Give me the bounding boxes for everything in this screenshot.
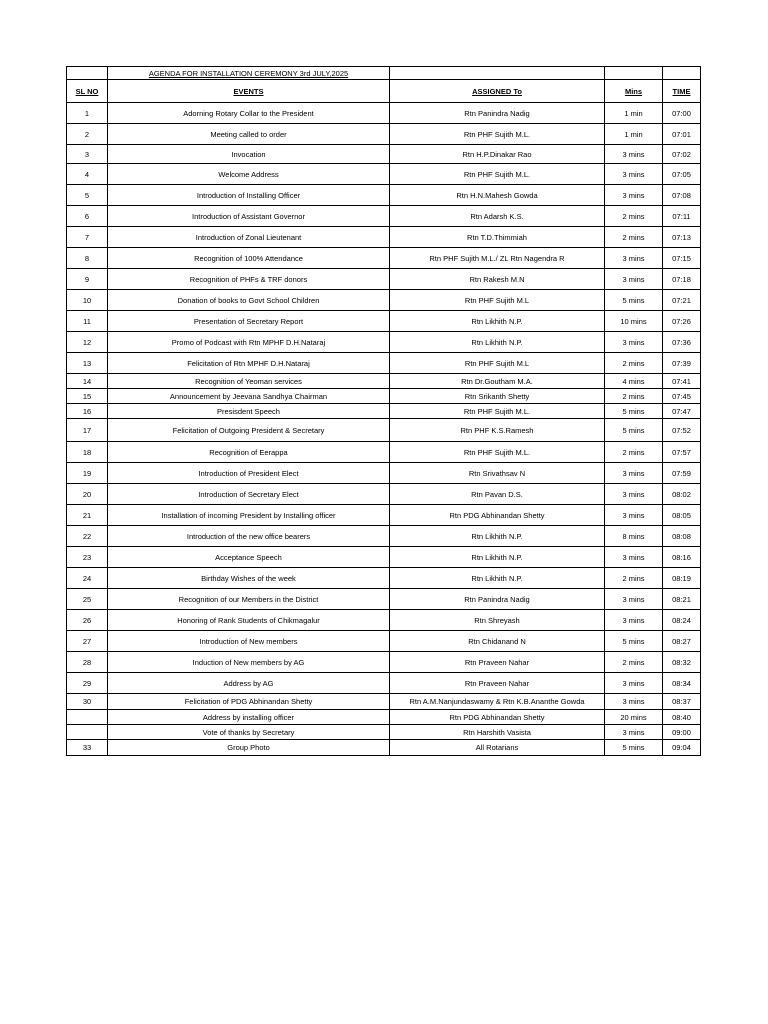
event-cell: Felicitation of Rtn MPHF D.H.Nataraj [108, 353, 390, 374]
time-cell: 08:16 [663, 547, 701, 568]
assigned-cell: Rtn Praveen Nahar [390, 652, 605, 673]
mins-cell: 20 mins [605, 710, 663, 725]
agenda-row [67, 442, 701, 463]
time-cell: 07:15 [663, 248, 701, 269]
event-cell: Recognition of 100% Attendance [108, 248, 390, 269]
sl-no-cell: 30 [67, 694, 108, 710]
mins-cell: 3 mins [605, 694, 663, 710]
event-cell: Recognition of Eerappa [108, 442, 390, 463]
time-cell: 07:41 [663, 374, 701, 389]
event-cell: Announcement by Jeevana Sandhya Chairman [108, 389, 390, 404]
assigned-cell: Rtn Harshith Vasista [390, 725, 605, 740]
time-cell: 07:05 [663, 164, 701, 185]
sl-no-cell: 26 [67, 610, 108, 631]
assigned-cell: Rtn A.M.Nanjundaswamy & Rtn K.B.Ananthe Gowda [390, 694, 605, 710]
agenda-row [67, 589, 701, 610]
mins-cell: 3 mins [605, 248, 663, 269]
assigned-cell: Rtn Likhith N.P. [390, 547, 605, 568]
assigned-cell: Rtn Likhith N.P. [390, 526, 605, 547]
mins-cell: 3 mins [605, 145, 663, 164]
event-cell: Address by installing officer [108, 710, 390, 725]
sl-no-cell: 8 [67, 248, 108, 269]
sl-no-cell: 28 [67, 652, 108, 673]
time-cell: 08:19 [663, 568, 701, 589]
assigned-cell: Rtn Rakesh M.N [390, 269, 605, 290]
title-blank-cell [605, 67, 663, 80]
assigned-cell: All Rotarians [390, 740, 605, 756]
time-cell: 07:59 [663, 463, 701, 484]
time-cell: 07:21 [663, 290, 701, 311]
mins-cell: 5 mins [605, 404, 663, 419]
event-cell: Presisdent Speech [108, 404, 390, 419]
mins-cell: 2 mins [605, 353, 663, 374]
mins-cell: 3 mins [605, 484, 663, 505]
agenda-row [67, 164, 701, 185]
agenda-row [67, 269, 701, 290]
mins-cell: 5 mins [605, 740, 663, 756]
agenda-row [67, 505, 701, 526]
mins-cell: 3 mins [605, 463, 663, 484]
time-cell: 08:34 [663, 673, 701, 694]
mins-cell: 3 mins [605, 673, 663, 694]
agenda-row [67, 332, 701, 353]
sl-no-cell [67, 725, 108, 740]
agenda-row [67, 631, 701, 652]
event-cell: Vote of thanks by Secretary [108, 725, 390, 740]
sl-no-cell: 21 [67, 505, 108, 526]
assigned-cell: Rtn PHF Sujith M.L. [390, 442, 605, 463]
agenda-row [67, 710, 701, 725]
event-cell: Introduction of Secretary Elect [108, 484, 390, 505]
time-cell: 09:04 [663, 740, 701, 756]
mins-cell: 2 mins [605, 442, 663, 463]
event-cell: Acceptance Speech [108, 547, 390, 568]
time-cell: 08:08 [663, 526, 701, 547]
agenda-row [67, 547, 701, 568]
event-cell: Donation of books to Govt School Children [108, 290, 390, 311]
assigned-cell: Rtn Chidanand N [390, 631, 605, 652]
agenda-row [67, 610, 701, 631]
sl-no-cell: 25 [67, 589, 108, 610]
mins-cell: 3 mins [605, 332, 663, 353]
mins-cell: 2 mins [605, 227, 663, 248]
sl-no-cell: 33 [67, 740, 108, 756]
sl-no-cell: 19 [67, 463, 108, 484]
assigned-cell: Rtn PHF Sujith M.L [390, 353, 605, 374]
event-cell: Introduction of President Elect [108, 463, 390, 484]
sl-no-cell: 4 [67, 164, 108, 185]
title-blank-cell [390, 67, 605, 80]
time-cell: 07:26 [663, 311, 701, 332]
event-cell: Felicitation of Outgoing President & Secretary [108, 419, 390, 442]
header-time: TIME [663, 80, 701, 103]
event-cell: Recognition of our Members in the District [108, 589, 390, 610]
sl-no-cell: 17 [67, 419, 108, 442]
assigned-cell: Rtn PHF Sujith M.L. [390, 124, 605, 145]
agenda-row [67, 311, 701, 332]
agenda-row [67, 290, 701, 311]
assigned-cell: Rtn Panindra Nadig [390, 589, 605, 610]
time-cell: 08:05 [663, 505, 701, 526]
event-cell: Invocation [108, 145, 390, 164]
time-cell: 09:00 [663, 725, 701, 740]
time-cell: 07:18 [663, 269, 701, 290]
time-cell: 08:32 [663, 652, 701, 673]
agenda-row [67, 353, 701, 374]
assigned-cell: Rtn T.D.Thimmiah [390, 227, 605, 248]
mins-cell: 5 mins [605, 419, 663, 442]
agenda-row [67, 389, 701, 404]
sl-no-cell: 3 [67, 145, 108, 164]
mins-cell: 4 mins [605, 374, 663, 389]
agenda-row [67, 419, 701, 442]
agenda-row [67, 145, 701, 164]
agenda-row [67, 463, 701, 484]
mins-cell: 5 mins [605, 290, 663, 311]
event-cell: Induction of New members by AG [108, 652, 390, 673]
agenda-row [67, 740, 701, 756]
agenda-row [67, 374, 701, 389]
event-cell: Promo of Podcast with Rtn MPHF D.H.Nataraj [108, 332, 390, 353]
event-cell: Introduction of Installing Officer [108, 185, 390, 206]
sl-no-cell: 6 [67, 206, 108, 227]
sl-no-cell: 13 [67, 353, 108, 374]
mins-cell: 3 mins [605, 505, 663, 526]
mins-cell: 3 mins [605, 610, 663, 631]
header-assigned-to: ASSIGNED To [390, 80, 605, 103]
sl-no-cell: 22 [67, 526, 108, 547]
sl-no-cell: 5 [67, 185, 108, 206]
mins-cell: 3 mins [605, 185, 663, 206]
agenda-row [67, 526, 701, 547]
agenda-body [67, 103, 701, 756]
event-cell: Address by AG [108, 673, 390, 694]
assigned-cell: Rtn Likhith N.P. [390, 332, 605, 353]
assigned-cell: Rtn Likhith N.P. [390, 568, 605, 589]
event-cell: Recognition of Yeoman services [108, 374, 390, 389]
time-cell: 07:13 [663, 227, 701, 248]
time-cell: 07:01 [663, 124, 701, 145]
assigned-cell: Rtn Srikanth Shetty [390, 389, 605, 404]
mins-cell: 3 mins [605, 547, 663, 568]
agenda-row [67, 124, 701, 145]
time-cell: 07:02 [663, 145, 701, 164]
mins-cell: 1 min [605, 124, 663, 145]
event-cell: Group Photo [108, 740, 390, 756]
time-cell: 07:39 [663, 353, 701, 374]
assigned-cell: Rtn PHF Sujith M.L./ ZL Rtn Nagendra R [390, 248, 605, 269]
sl-no-cell: 16 [67, 404, 108, 419]
agenda-table [66, 66, 701, 756]
event-cell: Welcome Address [108, 164, 390, 185]
header-row [67, 80, 701, 103]
sl-no-cell: 29 [67, 673, 108, 694]
agenda-row [67, 484, 701, 505]
agenda-row [67, 673, 701, 694]
mins-cell: 3 mins [605, 164, 663, 185]
mins-cell: 2 mins [605, 568, 663, 589]
sl-no-cell: 9 [67, 269, 108, 290]
agenda-row [67, 725, 701, 740]
sl-no-cell: 20 [67, 484, 108, 505]
assigned-cell: Rtn Panindra Nadig [390, 103, 605, 124]
mins-cell: 2 mins [605, 652, 663, 673]
sl-no-cell: 15 [67, 389, 108, 404]
mins-cell: 8 mins [605, 526, 663, 547]
event-cell: Installation of incoming President by Installing officer [108, 505, 390, 526]
sl-no-cell: 10 [67, 290, 108, 311]
sl-no-cell: 24 [67, 568, 108, 589]
time-cell: 08:24 [663, 610, 701, 631]
mins-cell: 3 mins [605, 589, 663, 610]
sl-no-cell: 7 [67, 227, 108, 248]
agenda-row [67, 652, 701, 673]
mins-cell: 3 mins [605, 269, 663, 290]
sl-no-cell: 11 [67, 311, 108, 332]
assigned-cell: Rtn Adarsh K.S. [390, 206, 605, 227]
assigned-cell: Rtn Dr.Goutham M.A. [390, 374, 605, 389]
title-blank-cell [663, 67, 701, 80]
event-cell: Adorning Rotary Collar to the President [108, 103, 390, 124]
event-cell: Recognition of PHFs & TRF donors [108, 269, 390, 290]
title-row [67, 67, 701, 80]
sl-no-cell: 12 [67, 332, 108, 353]
time-cell: 08:02 [663, 484, 701, 505]
mins-cell: 2 mins [605, 206, 663, 227]
header-sl-no: SL NO [67, 80, 108, 103]
mins-cell: 1 min [605, 103, 663, 124]
time-cell: 07:08 [663, 185, 701, 206]
mins-cell: 10 mins [605, 311, 663, 332]
sl-no-cell: 23 [67, 547, 108, 568]
time-cell: 07:57 [663, 442, 701, 463]
assigned-cell: Rtn Praveen Nahar [390, 673, 605, 694]
event-cell: Felicitation of PDG Abhinandan Shetty [108, 694, 390, 710]
assigned-cell: Rtn Srivathsav N [390, 463, 605, 484]
event-cell: Introduction of Zonal Lieutenant [108, 227, 390, 248]
agenda-row [67, 248, 701, 269]
agenda-row [67, 103, 701, 124]
event-cell: Birthday Wishes of the week [108, 568, 390, 589]
event-cell: Honoring of Rank Students of Chikmagalur [108, 610, 390, 631]
time-cell: 07:00 [663, 103, 701, 124]
time-cell: 08:21 [663, 589, 701, 610]
agenda-row [67, 694, 701, 710]
mins-cell: 3 mins [605, 725, 663, 740]
assigned-cell: Rtn PHF K.S.Ramesh [390, 419, 605, 442]
time-cell: 07:11 [663, 206, 701, 227]
assigned-cell: Rtn Likhith N.P. [390, 311, 605, 332]
time-cell: 07:52 [663, 419, 701, 442]
header-events: EVENTS [108, 80, 390, 103]
title-blank-cell [67, 67, 108, 80]
time-cell: 08:27 [663, 631, 701, 652]
sl-no-cell [67, 710, 108, 725]
assigned-cell: Rtn Shreyash [390, 610, 605, 631]
event-cell: Meeting called to order [108, 124, 390, 145]
agenda-row [67, 185, 701, 206]
event-cell: Introduction of New members [108, 631, 390, 652]
agenda-row [67, 404, 701, 419]
agenda-row [67, 568, 701, 589]
assigned-cell: Rtn H.N.Mahesh Gowda [390, 185, 605, 206]
assigned-cell: Rtn PHF Sujith M.L [390, 290, 605, 311]
agenda-row [67, 206, 701, 227]
agenda-row [67, 227, 701, 248]
time-cell: 08:37 [663, 694, 701, 710]
sl-no-cell: 14 [67, 374, 108, 389]
mins-cell: 5 mins [605, 631, 663, 652]
agenda-title: AGENDA FOR INSTALLATION CEREMONY 3rd JULY,2025 [108, 67, 390, 80]
assigned-cell: Rtn H.P.Dinakar Rao [390, 145, 605, 164]
sl-no-cell: 2 [67, 124, 108, 145]
event-cell: Introduction of Assistant Governor [108, 206, 390, 227]
event-cell: Presentation of Secretary Report [108, 311, 390, 332]
sl-no-cell: 1 [67, 103, 108, 124]
time-cell: 07:36 [663, 332, 701, 353]
assigned-cell: Rtn Pavan D.S. [390, 484, 605, 505]
assigned-cell: Rtn PDG Abhinandan Shetty [390, 710, 605, 725]
assigned-cell: Rtn PHF Sujith M.L. [390, 164, 605, 185]
time-cell: 07:45 [663, 389, 701, 404]
time-cell: 07:47 [663, 404, 701, 419]
mins-cell: 2 mins [605, 389, 663, 404]
assigned-cell: Rtn PHF Sujith M.L. [390, 404, 605, 419]
sl-no-cell: 27 [67, 631, 108, 652]
event-cell: Introduction of the new office bearers [108, 526, 390, 547]
time-cell: 08:40 [663, 710, 701, 725]
sl-no-cell: 18 [67, 442, 108, 463]
assigned-cell: Rtn PDG Abhinandan Shetty [390, 505, 605, 526]
header-mins: Mins [605, 80, 663, 103]
